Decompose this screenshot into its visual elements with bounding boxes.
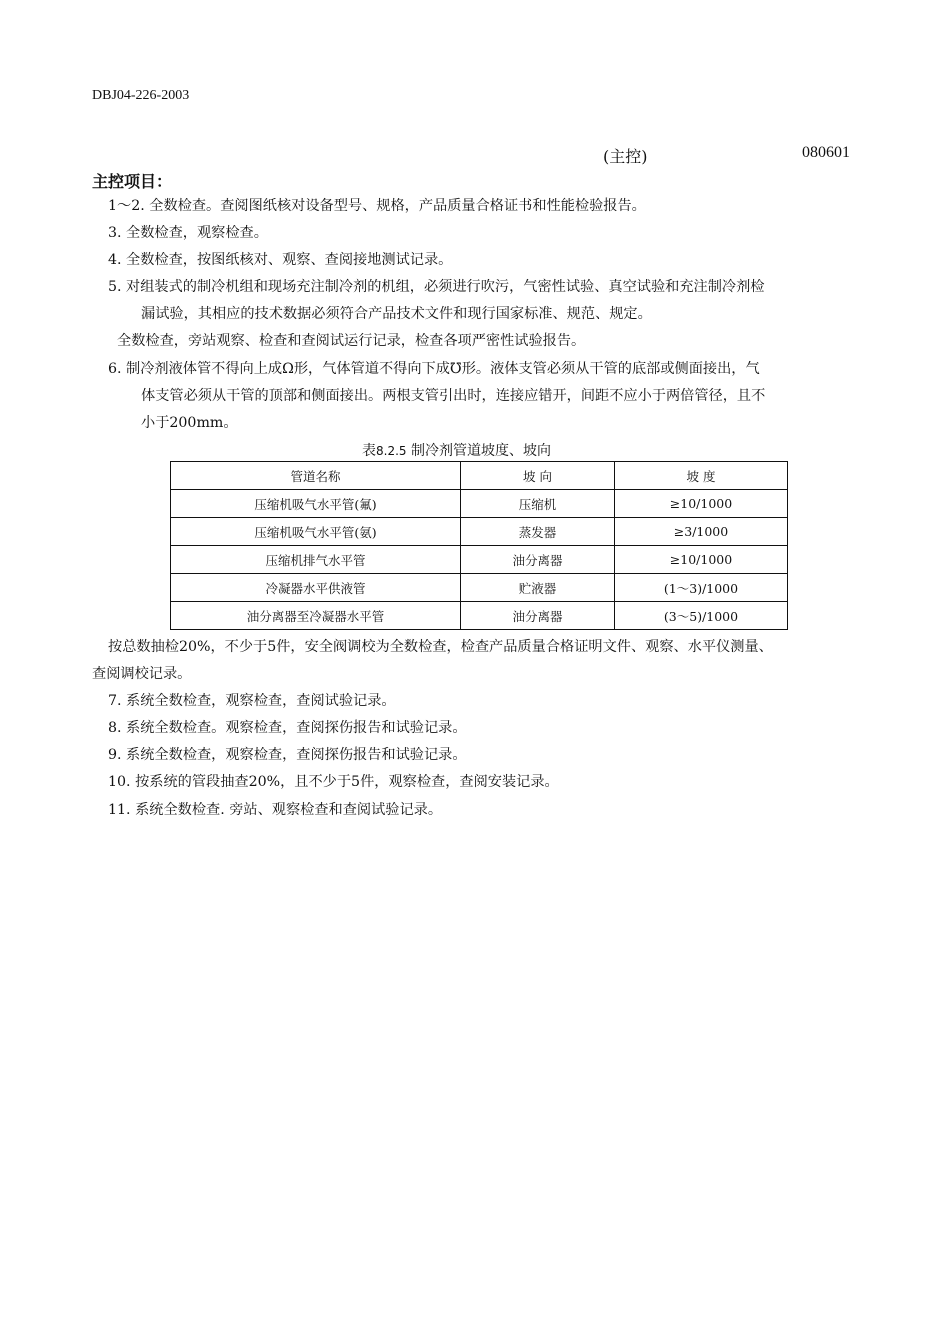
table-cell: 贮液器 <box>461 574 615 602</box>
table-cell: ≥10/1000 <box>615 490 788 518</box>
table-cell: 蒸发器 <box>461 518 615 546</box>
document-code: DBJ04-226-2003 <box>92 88 190 103</box>
table-cell: 压缩机吸气水平管(氟) <box>171 490 461 518</box>
table-header-cell: 管道名称 <box>171 462 461 490</box>
table-caption-prefix: 表 <box>362 443 376 459</box>
table-caption-number: 8.2.5 <box>376 444 407 458</box>
table-caption-title: 制冷剂管道坡度、坡向 <box>411 443 551 459</box>
item-4: 4. 全数检查，按图纸核对、观察、查阅接地测试记录。 <box>108 252 453 268</box>
control-type-label: (主控) <box>603 147 648 166</box>
item-5-note: 全数检查，旁站观察、检查和查阅试运行记录，检查各项严密性试验报告。 <box>117 333 586 349</box>
table-row <box>171 574 788 602</box>
item-9: 9. 系统全数检查，观察检查，查阅探伤报告和试验记录。 <box>108 747 467 763</box>
item-6-line3: 小于200mm。 <box>141 415 238 431</box>
table-caption <box>362 440 551 460</box>
item-11: 11. 系统全数检查. 旁站、观察检查和查阅试验记录。 <box>108 802 443 818</box>
table-cell: 压缩机吸气水平管(氨) <box>171 518 461 546</box>
after-table-line2: 查阅调校记录。 <box>92 666 192 682</box>
item-5-line2: 漏试验，其相应的技术数据必须符合产品技术文件和现行国家标准、规范、规定。 <box>141 306 652 322</box>
item-6-line2: 体支管必须从干管的顶部和侧面接出。两根支管引出时，连接应错开，间距不应小于两倍管径，且不 <box>141 388 766 404</box>
table-cell: ≥3/1000 <box>615 518 788 546</box>
pipe-slope-table <box>170 461 788 630</box>
table-row <box>171 602 788 630</box>
table-cell: (3～5)/1000 <box>615 602 788 630</box>
table-cell: 油分离器 <box>461 602 615 630</box>
item-7: 7. 系统全数检查，观察检查，查阅试验记录。 <box>108 693 396 709</box>
item-1-2: 1～2. 全数检查。查阅图纸核对设备型号、规格，产品质量合格证书和性能检验报告。 <box>108 198 646 214</box>
table-cell: 压缩机 <box>461 490 615 518</box>
table-row <box>171 518 788 546</box>
item-8: 8. 系统全数检查。观察检查，查阅探伤报告和试验记录。 <box>108 720 467 736</box>
item-10: 10. 按系统的管段抽查20%，且不少于5件，观察检查，查阅安装记录。 <box>108 774 559 790</box>
table-header-row <box>171 462 788 490</box>
table-cell: 油分离器至冷凝器水平管 <box>171 602 461 630</box>
item-3: 3. 全数检查，观察检查。 <box>108 225 268 241</box>
item-6-line1: 6. 制冷剂液体管不得向上成Ω形，气体管道不得向下成℧形。液体支管必须从干管的底部或侧面接出，气 <box>108 361 760 377</box>
table-header-cell: 坡 向 <box>461 462 615 490</box>
table-row <box>171 546 788 574</box>
table-cell: 压缩机排气水平管 <box>171 546 461 574</box>
table-cell: (1～3)/1000 <box>615 574 788 602</box>
table-header-cell: 坡 度 <box>615 462 788 490</box>
after-table-line1: 按总数抽检20%，不少于5件，安全阀调校为全数检查，检查产品质量合格证明文件、观察、水平仪测量、 <box>108 639 773 655</box>
table-cell: ≥10/1000 <box>615 546 788 574</box>
table-cell: 油分离器 <box>461 546 615 574</box>
table-row <box>171 490 788 518</box>
table-cell: 冷凝器水平供液管 <box>171 574 461 602</box>
section-heading: 主控项目： <box>92 172 173 191</box>
item-5-line1: 5. 对组装式的制冷机组和现场充注制冷剂的机组，必须进行吹污，气密性试验、真空试验和充注制冷剂检 <box>108 279 765 295</box>
control-code: 080601 <box>802 144 850 161</box>
